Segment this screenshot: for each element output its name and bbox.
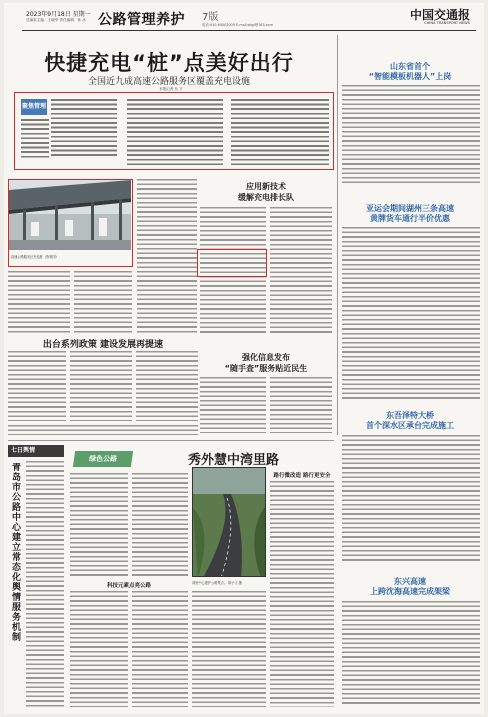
section-label: 绿色公路	[73, 451, 133, 467]
focus-text-2	[127, 99, 223, 165]
right-story2-title-1: 亚运会期间湖州三条高速	[366, 204, 454, 213]
newspaper-page	[4, 3, 484, 714]
article-col-10	[270, 377, 332, 433]
main-subheadline: 全国近九成高速公路服务区覆盖充电设施	[87, 77, 250, 87]
bottom-col-5	[132, 591, 188, 707]
article-col-5	[270, 207, 332, 333]
road-photo	[193, 468, 266, 577]
bottom-sub-b: 路行微改造 路行更安全	[273, 473, 331, 479]
right-story3-title-1: 东吾泽特大桥	[386, 411, 434, 420]
bottom-col-6	[192, 591, 266, 707]
bottom-col-3	[132, 473, 188, 577]
contact-line: 电话:010-64002000 E-mail:zbgl@163.com	[202, 23, 273, 27]
right-story2-title-2: 黄牌货车通行半价优惠	[370, 214, 450, 223]
focus-text-3	[231, 99, 329, 165]
road-photo-caption: 湾里中心建护公路景点。 陈子文 摄	[192, 581, 242, 585]
photo-frame	[8, 179, 133, 267]
focus-text-0	[21, 119, 49, 159]
focus-box	[14, 92, 334, 170]
photo-caption: 高速公路服务区充电桩（资料图）	[11, 255, 59, 259]
bottom-divider	[8, 440, 334, 441]
focus-text-1	[51, 99, 117, 159]
right-story4-text	[342, 601, 480, 707]
issue-date: 2023年9月18日 星期一	[26, 11, 91, 18]
bottom-col-2	[70, 473, 128, 577]
main-headline: 快捷充电“桩”点美好出行	[44, 51, 294, 75]
bottom-main-title: 秀外慧中湾里路	[188, 453, 280, 468]
right-story4-title-1: 东兴高速	[394, 577, 426, 586]
section-title: 公路管理养护	[98, 12, 185, 28]
section3-title-1: 强化信息发布	[242, 353, 290, 362]
right-story2-text	[342, 227, 480, 399]
side-headline-1: 应用新技术	[246, 182, 286, 191]
article-col-7	[70, 351, 132, 421]
byline: 本报记者 丛 宇	[159, 87, 183, 91]
column-title: 七日舆情	[8, 445, 64, 457]
article-col-11	[8, 425, 198, 435]
article-col-8	[136, 351, 198, 421]
right-story1-title-2: “智能模板机器人”上岗	[368, 72, 452, 81]
bottom-col-4	[70, 591, 128, 707]
article-col-9	[200, 377, 266, 433]
focus-box-label: 聚焦管理	[21, 99, 47, 115]
right-story4-title-2: 上跨沈海高速完成架梁	[370, 587, 450, 596]
newspaper-logo-en: CHINA TRANSPORT NEWS	[424, 21, 470, 25]
bottom-col-1	[26, 461, 64, 707]
section2-title: 出台系列政策 建设发展再提速	[42, 340, 164, 350]
editors-line: 总编室主编：王晓华 责任编辑：孙 冰	[26, 18, 86, 22]
right-story1-text	[342, 85, 480, 183]
road-photo-frame	[192, 467, 266, 577]
article-col-2	[74, 271, 132, 333]
newspaper-logo: 中国交通报	[409, 8, 470, 22]
header-rule	[22, 30, 476, 31]
article-col-3	[137, 179, 197, 333]
right-story3-title-2: 首个深水区承台完成施工	[366, 421, 454, 430]
right-story1-title-1: 山东省首个	[390, 62, 430, 71]
section3-title-2: “随手查”服务贴近民生	[224, 364, 308, 373]
bottom-col-7	[270, 481, 334, 707]
column-divider	[337, 35, 338, 435]
page-number: 7版	[202, 12, 219, 23]
vertical-headline: 青岛市公路中心建立常态化舆情服务机制	[12, 463, 22, 643]
right-story3-text	[342, 435, 480, 563]
side-headline-2: 缓解充电排长队	[238, 193, 294, 202]
highlight-box	[197, 249, 267, 277]
article-col-6	[8, 351, 66, 421]
article-col-1	[8, 271, 70, 333]
bottom-sub-a: 科技元素点亮公路	[106, 583, 151, 589]
charging-station-photo	[9, 180, 131, 250]
